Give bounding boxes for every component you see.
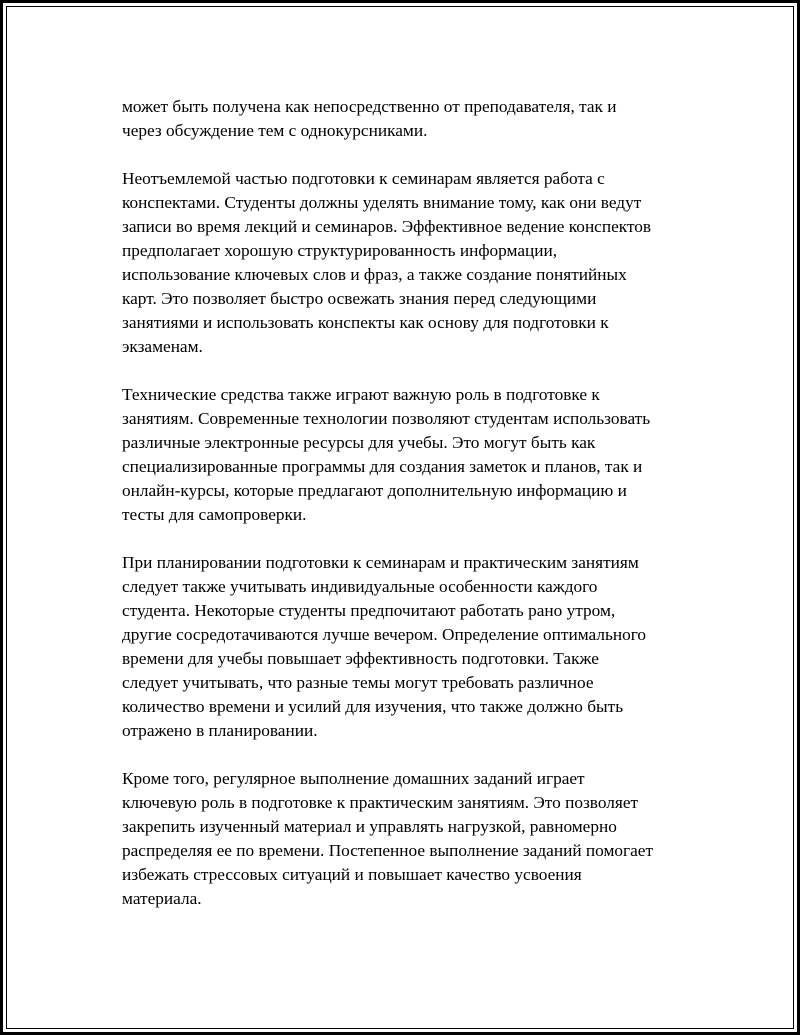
text-line: онлайн-курсы, которые предлагают дополнительную информацию и: [122, 481, 627, 500]
text-line: предполагает хорошую структурированность информации,: [122, 241, 558, 260]
text-line: избежать стрессовых ситуаций и повышает качество усвоения: [122, 865, 582, 884]
text-line: количество времени и усилий для изучения, что также должно быть: [122, 697, 624, 716]
text-line: закрепить изученный материал и управлять нагрузкой, равномерно: [122, 817, 617, 836]
text-line: Неотъемлемой частью подготовки к семинарам является работа с: [122, 169, 605, 188]
text-line: При планировании подготовки к семинарам и практическим занятиям: [122, 553, 639, 572]
paragraph-1: [122, 95, 702, 143]
text-line: студента. Некоторые студенты предпочитают работать рано утром,: [122, 601, 616, 620]
text-line: использование ключевых слов и фраз, а также создание понятийных: [122, 265, 627, 284]
text-line: занятиям. Современные технологии позволяют студентам использовать: [122, 409, 651, 428]
text-line: может быть получена как непосредственно от преподавателя, так и: [122, 97, 617, 116]
document-body: [122, 95, 702, 935]
text-line: карт. Это позволяет быстро освежать знания перед следующими: [122, 289, 597, 308]
text-line: конспектами. Студенты должны уделять внимание тому, как они ведут: [122, 193, 642, 212]
text-line: через обсуждение тем с однокурсниками.: [122, 121, 428, 140]
text-line: времени для учебы повышает эффективность подготовки. Также: [122, 649, 599, 668]
paragraph-5: [122, 767, 702, 911]
paragraph-2: [122, 167, 702, 359]
text-line: следует также учитывать индивидуальные особенности каждого: [122, 577, 598, 596]
text-line: другие сосредотачиваются лучше вечером. Определение оптимального: [122, 625, 647, 644]
text-line: ключевую роль в подготовке к практическим занятиям. Это позволяет: [122, 793, 639, 812]
text-line: экзаменам.: [122, 337, 203, 356]
text-line: различные электронные ресурсы для учебы. Это могут быть как: [122, 433, 596, 452]
text-line: Технические средства также играют важную роль в подготовке к: [122, 385, 600, 404]
paragraph-4: [122, 551, 702, 743]
text-line: специализированные программы для создания заметок и планов, так и: [122, 457, 643, 476]
text-line: занятиями и использовать конспекты как основу для подготовки к: [122, 313, 609, 332]
text-line: тесты для самопроверки.: [122, 505, 307, 524]
text-line: Кроме того, регулярное выполнение домашних заданий играет: [122, 769, 585, 788]
text-line: отражено в планировании.: [122, 721, 318, 740]
paragraph-3: [122, 383, 702, 527]
text-line: следует учитывать, что разные темы могут требовать различное: [122, 673, 594, 692]
text-line: записи во время лекций и семинаров. Эффективное ведение конспектов: [122, 217, 652, 236]
text-line: распределяя ее по времени. Постепенное выполнение заданий помогает: [122, 841, 654, 860]
text-line: материала.: [122, 889, 202, 908]
